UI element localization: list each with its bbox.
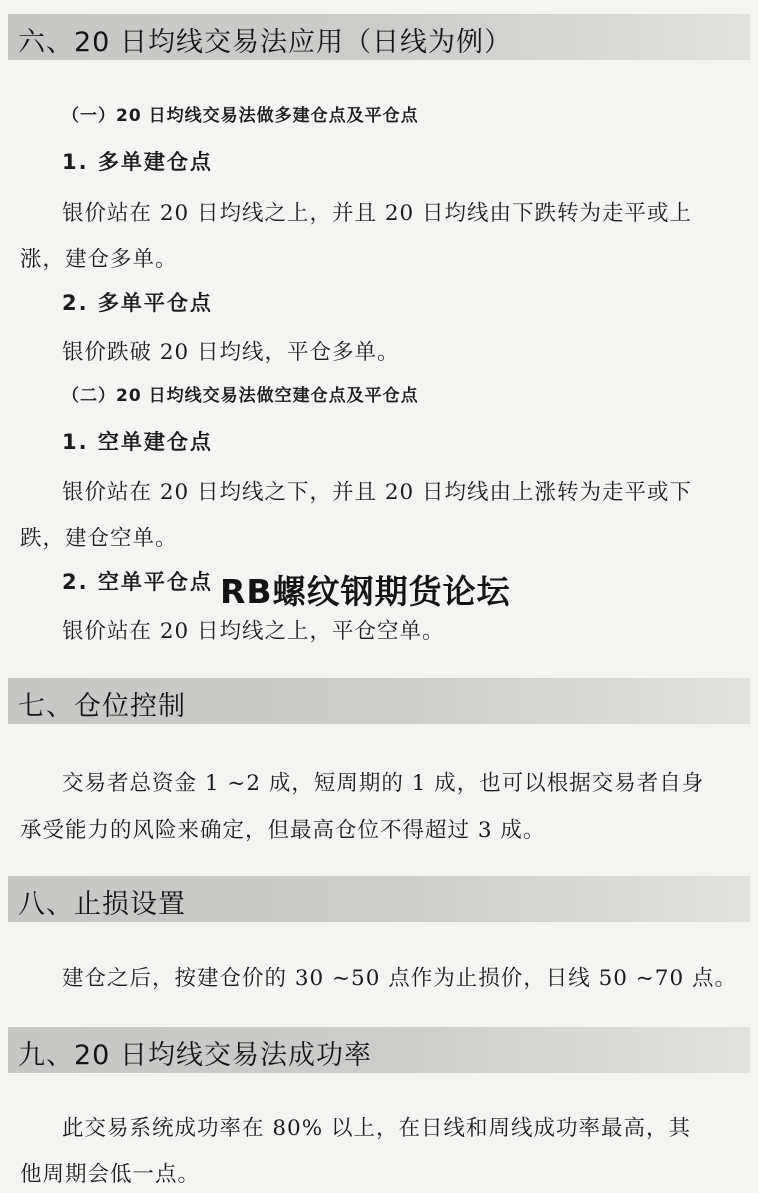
paragraph-success-line1: 此交易系统成功率在 80% 以上，在日线和周线成功率最高，其	[62, 1116, 691, 1141]
item-long-exit: 2. 多单平仓点	[62, 291, 213, 315]
paragraph-stoploss: 建仓之后，按建仓价的 30 ~50 点作为止损价，日线 50 ~70 点。	[62, 966, 737, 991]
item-long-entry: 1. 多单建仓点	[62, 150, 213, 174]
item-short-exit: 2. 空单平仓点	[62, 570, 213, 594]
forum-watermark: RB螺纹钢期货论坛	[220, 572, 511, 611]
paragraph-position-line2: 承受能力的风险来确定，但最高仓位不得超过 3 成。	[20, 818, 546, 843]
paragraph-long-exit: 银价跌破 20 日均线，平仓多单。	[62, 340, 400, 365]
item-short-entry: 1. 空单建仓点	[62, 430, 213, 454]
section-7-heading: 七、仓位控制	[18, 691, 186, 722]
section-6-heading: 六、20 日均线交易法应用（日线为例）	[18, 27, 512, 58]
paragraph-long-entry-line2: 涨，建仓多单。	[20, 247, 178, 272]
section-8-heading: 八、止损设置	[18, 889, 186, 920]
section-8-heading-bar	[8, 876, 750, 922]
section-9-heading: 九、20 日均线交易法成功率	[18, 1040, 372, 1071]
section-6-heading-bar	[8, 14, 750, 60]
section-6-subheading-short: （二）20 日均线交易法做空建仓点及平仓点	[62, 386, 419, 406]
paragraph-short-entry-line1: 银价站在 20 日均线之下，并且 20 日均线由上涨转为走平或下	[62, 480, 693, 505]
paragraph-success-line2: 他周期会低一点。	[20, 1162, 201, 1187]
paragraph-position-line1: 交易者总资金 1 ~2 成，短周期的 1 成，也可以根据交易者自身	[62, 771, 705, 796]
paragraph-long-entry-line1: 银价站在 20 日均线之上，并且 20 日均线由下跌转为走平或上	[62, 201, 693, 226]
paragraph-short-entry-line2: 跌，建仓空单。	[20, 526, 178, 551]
section-6-subheading-long: （一）20 日均线交易法做多建仓点及平仓点	[62, 106, 419, 126]
paragraph-short-exit: 银价站在 20 日均线之上，平仓空单。	[62, 619, 445, 644]
section-9-heading-bar	[8, 1027, 750, 1073]
section-7-heading-bar	[8, 678, 750, 724]
